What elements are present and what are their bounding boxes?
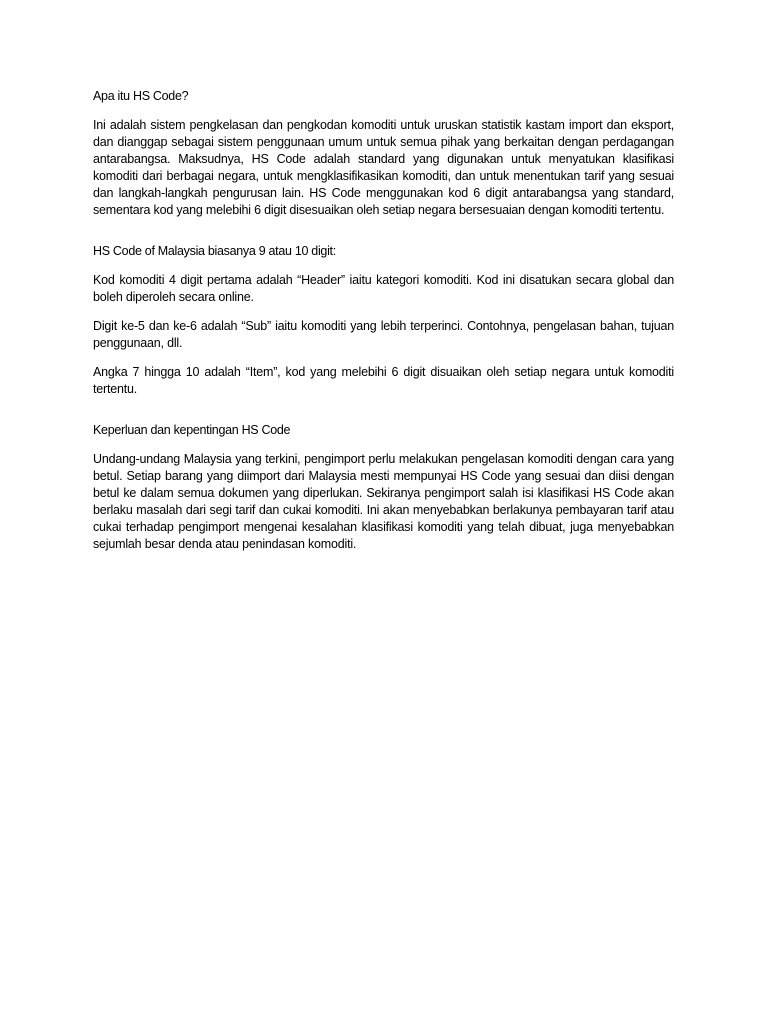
paragraph: Undang-undang Malaysia yang terkini, pengimport perlu melakukan pengelasan komoditi dengan cara yang betul. Setiap barang yang diimport dari Malaysia mesti mempunyai HS Code yang sesuai dan diisi dengan betul ke dalam semua dokumen yang diperlukan. Sekiranya pengimport salah isi klasifikasi HS Code akan berlaku masalah dari segi tarif dan cukai komoditi. Ini akan menyebabkan berlakunya pembayaran tarif atau cukai terhadap pengimport mengenai kesalahan klasifikasi komoditi yang telah dibuat, juga menyebabkan sejumlah besar denda atau penindasan komoditi. — [93, 452, 674, 551]
section-hs-code-malaysia — [93, 243, 674, 398]
paragraph: Kod komoditi 4 digit pertama adalah “Header” iaitu kategori komoditi. Kod ini disatukan secara global dan boleh diperoleh secara online. — [93, 273, 674, 304]
section-heading: Apa itu HS Code? — [93, 89, 189, 103]
section-heading: Keperluan dan kepentingan HS Code — [93, 423, 291, 437]
document-body — [93, 88, 674, 565]
section-heading: HS Code of Malaysia biasanya 9 atau 10 digit: — [93, 244, 336, 258]
section-apa-itu-hs-code — [93, 88, 674, 219]
paragraph: Angka 7 hingga 10 adalah “Item”, kod yang melebihi 6 digit disuaikan oleh setiap negara untuk komoditi tertentu. — [93, 365, 674, 396]
paragraph: Ini adalah sistem pengkelasan dan pengkodan komoditi untuk uruskan statistik kastam import dan eksport, dan dianggap sebagai sistem penggunaan umum untuk semua pihak yang berkaitan dengan perdagangan antarabangsa. Maksudnya, HS Code adalah standard yang digunakan untuk menyatukan klasifikasi komoditi dari berbagai negara, untuk mengklasifikasikan komoditi, dan untuk menentukan tarif yang sesuai dan langkah-langkah pengurusan lain. HS Code menggunakan kod 6 digit antarabangsa yang standard, sementara kod yang melebihi 6 digit disesuaikan oleh setiap negara bersesuaian dengan komoditi tertentu. — [93, 118, 674, 217]
section-keperluan-hs-code — [93, 422, 674, 553]
paragraph: Digit ke-5 dan ke-6 adalah “Sub” iaitu komoditi yang lebih terperinci. Contohnya, pengelasan bahan, tujuan penggunaan, dll. — [93, 319, 674, 350]
